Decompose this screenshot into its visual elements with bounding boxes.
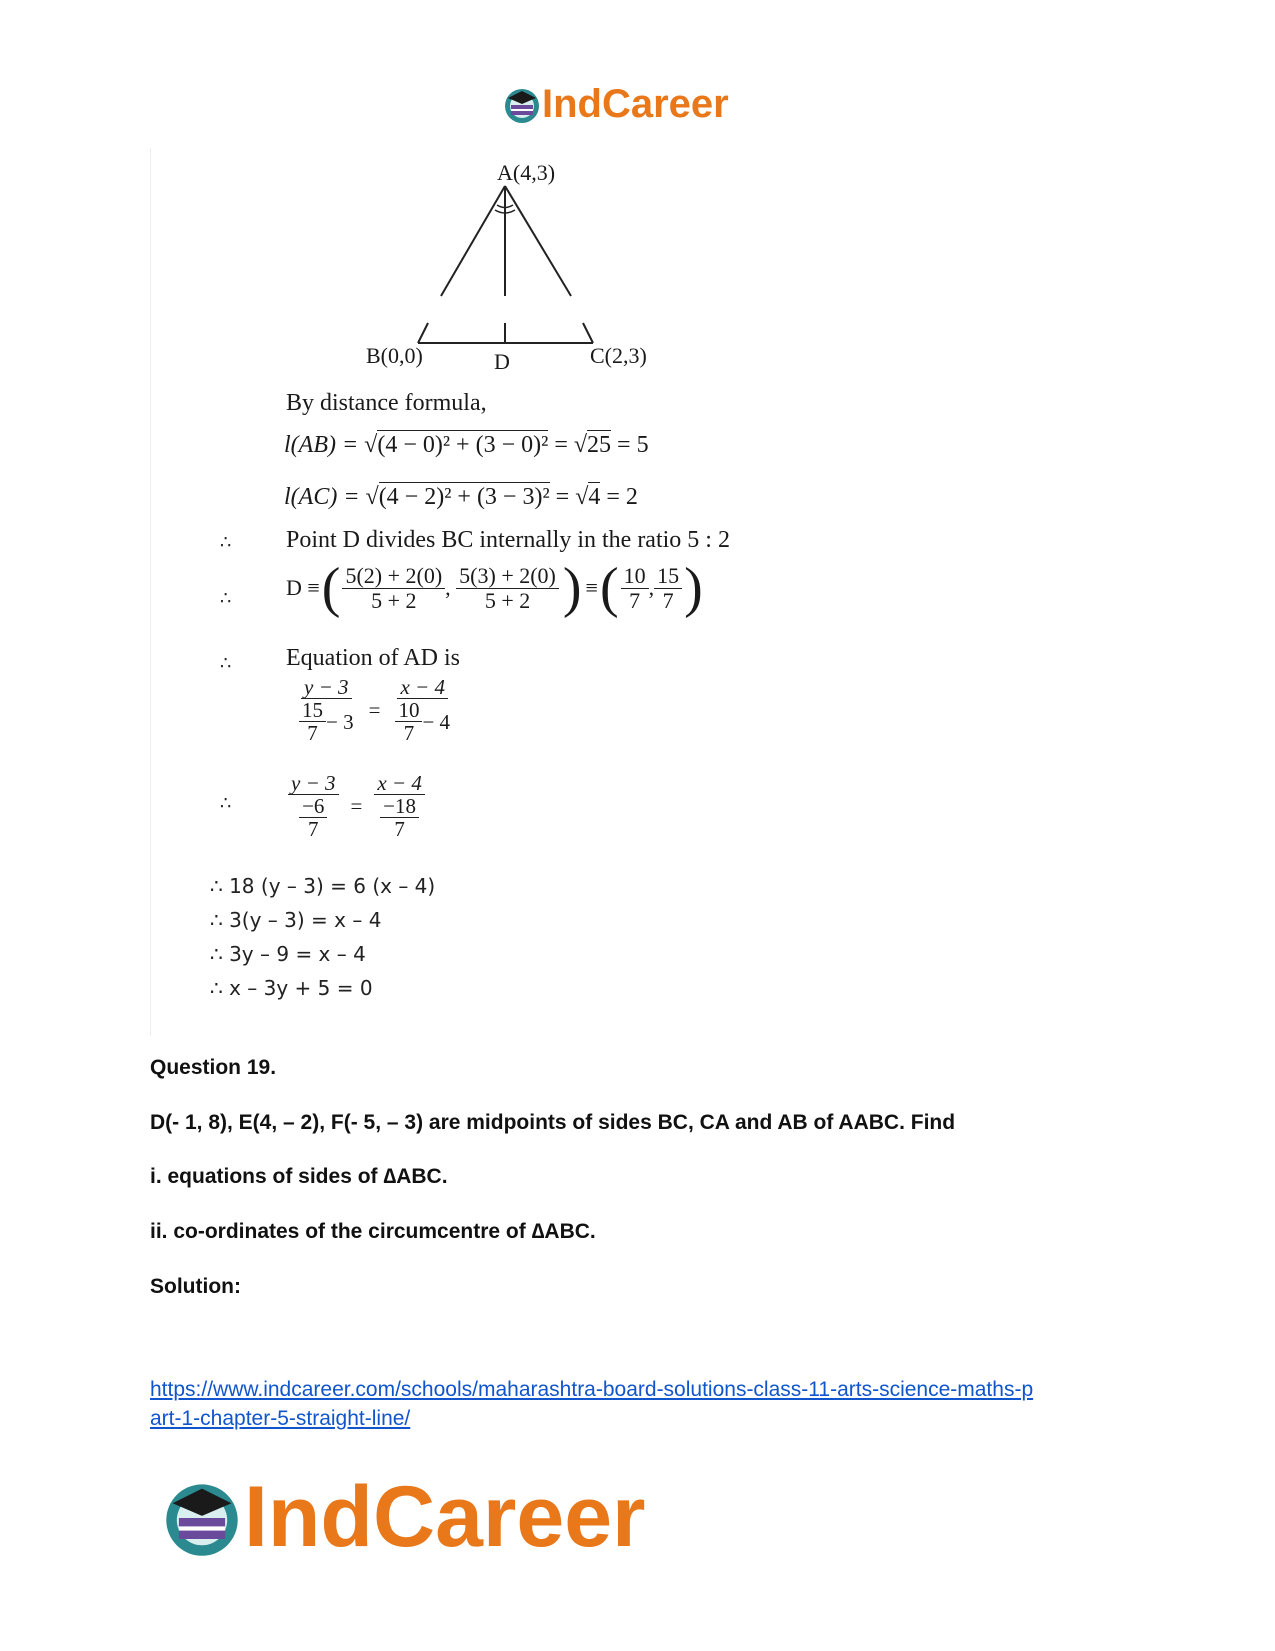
ac-mid: = (549, 484, 576, 510)
ac-distance-line: l(AC) = √(4 − 2)² + (3 − 3)² = √4 = 2 (284, 484, 638, 510)
therefore-symbol-1: ∴ (220, 532, 232, 553)
d-fraction-2 (456, 564, 559, 611)
eq2-left-den-den: 7 (308, 817, 319, 842)
d-result-1 (621, 564, 649, 611)
ab-radicand-2: 25 (587, 432, 612, 458)
ab-result: = 5 (611, 432, 649, 458)
therefore-symbol-3: ∴ (220, 653, 232, 674)
eq2-right-num (374, 772, 425, 795)
d-coordinates-line: D ≡ ( $\frac{5(2) + 2(0)}{5 + 2}$ , $\frac{5(3) + 2(0)}{5 + 2}$ ) ≡ ( $\frac{10}{7}$ , $\frac{15}{7}$ ) (286, 557, 703, 619)
eq2-right-den-den: 7 (394, 817, 405, 842)
eq1-right-den-tail: − 4 (422, 709, 451, 734)
eq1-left-num-text: y − 3 (304, 675, 349, 699)
therefore-symbol-2: ∴ (220, 588, 232, 609)
ac-radicand: (4 − 2)² + (3 − 3)² (378, 484, 550, 510)
step-line-1: ∴ 18 (y – 3) = 6 (x – 4) (210, 874, 436, 898)
ab-mid: = (548, 432, 574, 458)
eq1-left-den-tail: − 3 (326, 709, 354, 734)
d-result-1-num: 10 (621, 564, 649, 588)
eq2-equals: = (350, 793, 363, 818)
question-text: D(- 1, 8), E(4, – 2), F(- 5, – 3) are midpoints of sides BC, CA and AB of AABC. Find (150, 1111, 956, 1134)
ad-equation-2 (288, 772, 425, 840)
vertex-c-label: C(2,3) (590, 343, 647, 368)
brand-name-bottom: IndCareer (244, 1469, 646, 1565)
graduation-cap-globe-icon (160, 1476, 244, 1560)
question-title: Question 19. (150, 1056, 277, 1079)
ad-equation-1 (296, 676, 453, 744)
ab-lhs: l(AB) = (284, 432, 365, 458)
eq2-left-num (288, 772, 339, 795)
d-eq: ≡ (585, 575, 598, 600)
eq1-equals: = (368, 697, 381, 722)
eq1-right-den (392, 699, 453, 744)
step-line-4: ∴ x – 3y + 5 = 0 (210, 976, 373, 1000)
eq2-left-num-text: y − 3 (291, 771, 336, 795)
source-link-line-1[interactable]: https://www.indcareer.com/schools/maharashtra-board-solutions-class-11-arts-science-maths-p (150, 1378, 1034, 1401)
ab-radicand: (4 − 0)² + (3 − 0)² (377, 432, 549, 458)
eq2-left-den (296, 795, 330, 840)
question-part-i: i. equations of sides of ∆ABC. (150, 1165, 448, 1188)
eq1-left-den-num: 15 (299, 699, 326, 722)
eq1-right-den-den: 7 (403, 721, 415, 746)
d-result-2-num: 15 (654, 564, 682, 588)
eq2-left (288, 772, 339, 840)
eq2-right (374, 772, 425, 840)
eq1-left-den (296, 699, 357, 744)
ac-radicand-2: 4 (588, 484, 601, 510)
eq1-left-den-den: 7 (307, 721, 318, 746)
eq2-right-num-text: x − 4 (377, 771, 422, 795)
vertex-d-label: D (494, 349, 510, 374)
therefore-symbol-4: ∴ (220, 793, 232, 814)
question-part-ii: ii. co-ordinates of the circumcentre of ∆ABC. (150, 1220, 596, 1243)
divides-line: Point D divides BC internally in the ratio 5 : 2 (286, 527, 730, 553)
d-fraction-2-den: 5 + 2 (484, 587, 531, 613)
distance-intro: By distance formula, (286, 390, 487, 416)
brand-logo-bottom (160, 1468, 646, 1567)
ac-lhs: l(AC) = (284, 484, 366, 510)
d-fraction-1-den: 5 + 2 (371, 587, 417, 613)
d-result-2-den: 7 (662, 587, 674, 613)
d-lhs: D ≡ (286, 575, 320, 600)
solution-label: Solution: (150, 1275, 241, 1298)
d-fraction-1-num: 5(2) + 2(0) (342, 564, 445, 588)
equation-ad-heading: Equation of AD is (286, 645, 460, 671)
d-fraction-2-num: 5(3) + 2(0) (456, 564, 559, 588)
eq2-left-den-num: −6 (299, 795, 327, 818)
eq1-right (392, 676, 453, 744)
vertex-b-label: B(0,0) (366, 343, 423, 368)
step-line-3: ∴ 3y – 9 = x – 4 (210, 942, 366, 966)
eq1-left (296, 676, 357, 744)
eq2-right-den-num: −18 (380, 795, 419, 818)
vertex-a-label: A(4,3) (497, 160, 556, 185)
eq1-right-num (397, 676, 448, 699)
eq2-right-den (377, 795, 422, 840)
source-link-line-2[interactable]: art-1-chapter-5-straight-line/ (150, 1407, 411, 1430)
d-result-1-den: 7 (629, 587, 641, 613)
d-result-2 (654, 564, 682, 611)
ab-distance-line: l(AB) = √(4 − 0)² + (3 − 0)² = √25 = 5 (284, 432, 649, 458)
ac-result: = 2 (600, 484, 638, 510)
step-line-2: ∴ 3(y – 3) = x – 4 (210, 908, 382, 932)
brand-name: IndCareer (542, 82, 729, 126)
eq1-left-num (301, 676, 352, 699)
eq1-right-den-num: 10 (395, 699, 422, 722)
d-fraction-1 (342, 564, 445, 611)
eq1-right-num-text: x − 4 (400, 675, 445, 699)
